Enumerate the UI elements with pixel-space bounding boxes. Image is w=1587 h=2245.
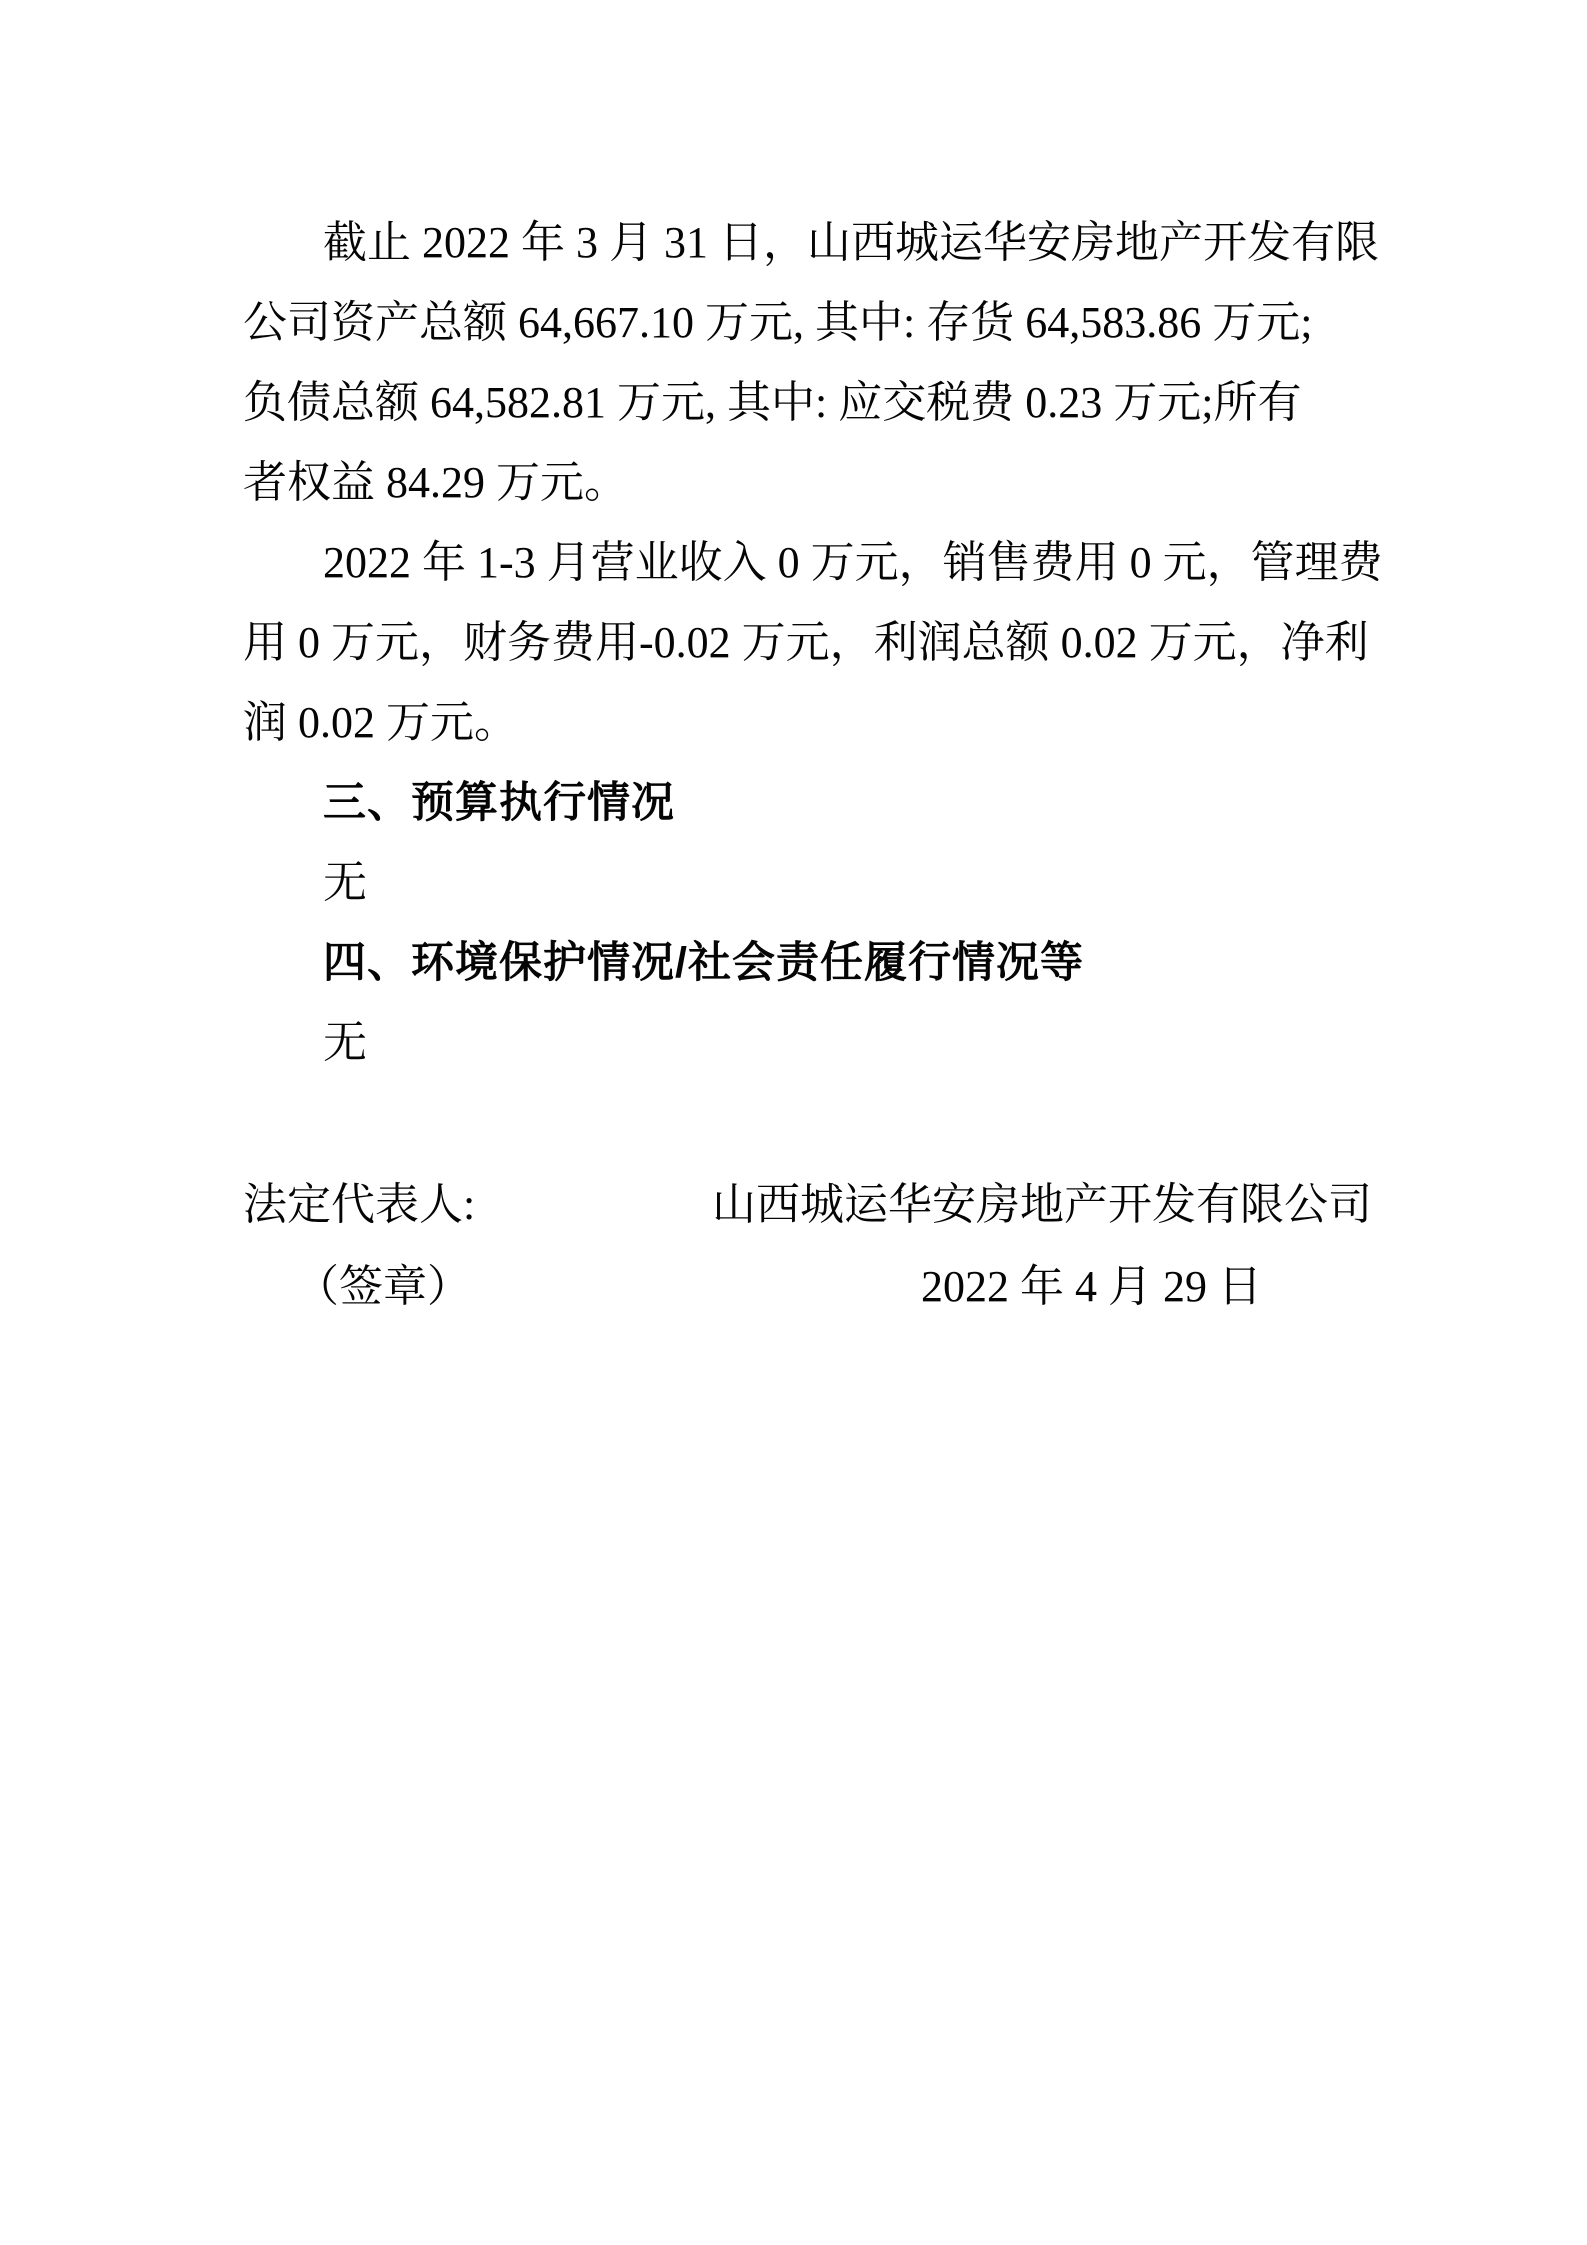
paragraph1-line2: 公司资产总额 64,667.10 万元, 其中: 存货 64,583.86 万元; (243, 298, 1313, 347)
paragraph1-line4: 者权益 84.29 万元。 (243, 458, 628, 507)
section-body-budget-execution-none: 无 (323, 858, 367, 907)
paragraph2-line1: 2022 年 1-3 月营业收入 0 万元，销售费用 0 元，管理费 (323, 538, 1383, 587)
paragraph1-line3: 负债总额 64,582.81 万元, 其中: 应交税费 0.23 万元;所有 (243, 378, 1302, 427)
section-body-environment-social-none: 无 (323, 1018, 367, 1067)
paragraph2-line3: 润 0.02 万元。 (243, 698, 518, 747)
paragraph1-line1: 截止 2022 年 3 月 31 日，山西城运华安房地产开发有限 (323, 218, 1379, 267)
paragraph2-line2: 用 0 万元，财务费用-0.02 万元，利润总额 0.02 万元，净利 (243, 618, 1369, 667)
section-heading-budget-execution: 三、预算执行情况 (323, 779, 675, 827)
section-heading-environment-social: 四、环境保护情况/社会责任履行情况等 (323, 939, 1084, 987)
signature-block (243, 1165, 1443, 1335)
report-date: 2022 年 4 月 29 日 (921, 1262, 1262, 1311)
document-body (243, 203, 1423, 1083)
seal-label: （签章） (295, 1262, 471, 1311)
legal-representative-label: 法定代表人: (243, 1180, 476, 1229)
company-name: 山西城运华安房地产开发有限公司 (712, 1180, 1372, 1229)
